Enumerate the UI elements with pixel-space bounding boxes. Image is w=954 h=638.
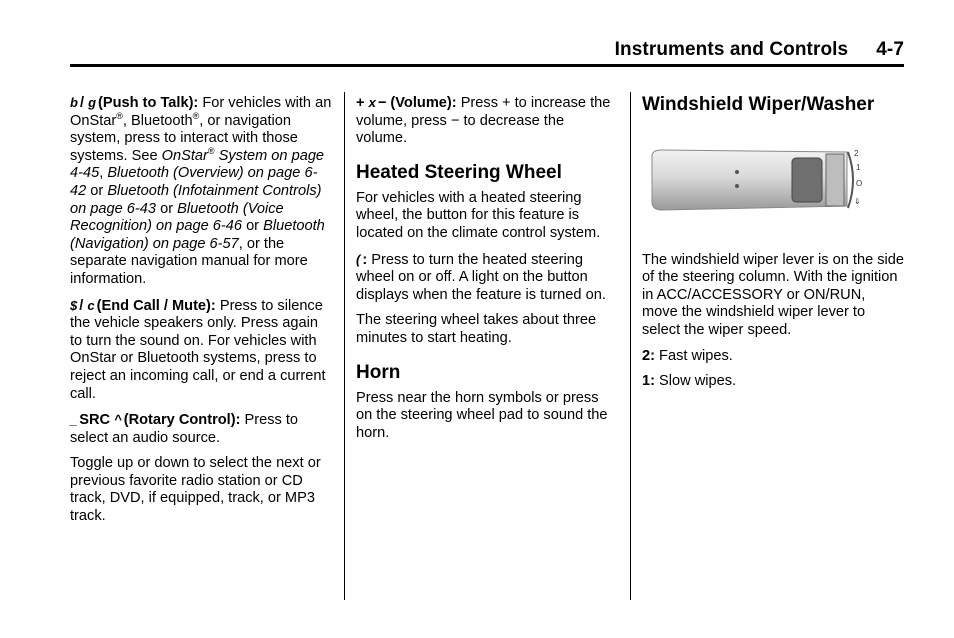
text: Press to silence the vehicle speakers only. Press again to turn the sound on. For vehicles with OnStar or Bluetooth systems, press to reject an incoming call, or end a current call.	[70, 297, 326, 402]
horn-heading: Horn	[356, 361, 401, 383]
page-number: 4-7	[876, 39, 904, 60]
plus-sign: +	[356, 95, 365, 111]
heated-paragraph-1: For vehicles with a heated steering wheel, the button for this feature is located on the climate control system.	[356, 189, 601, 241]
text: Press + to increase the volume, press − to decrease the volume.	[356, 95, 611, 147]
heated-steering-wheel-heading: Heated Steering Wheel	[356, 161, 562, 183]
heated-paragraph-3: The steering wheel takes about three minutes to start heating.	[356, 312, 597, 346]
text: , Bluetooth	[122, 112, 193, 129]
rotary-up-icon: _	[70, 412, 78, 428]
column-1	[70, 94, 332, 534]
end-call-icon: $	[70, 297, 78, 313]
voice-icon: g	[88, 95, 97, 110]
wiper-item-fast	[642, 348, 904, 366]
xref-onstar-page[interactable]: System on page 4-45	[70, 147, 325, 182]
item-key: 2:	[642, 347, 655, 364]
item-text: Fast wipes.	[654, 347, 733, 364]
rotary-down-icon: ^	[114, 412, 122, 428]
svg-text:1: 1	[856, 163, 861, 172]
toggle-paragraph: Toggle up or down to select the next or previous favorite radio station or CD track, DVD, if equipped, track, or MP3 track.	[70, 455, 321, 525]
item-text: Slow wipes.	[654, 373, 737, 390]
header-rule	[70, 64, 904, 67]
text: or	[86, 182, 108, 199]
end-call-paragraph	[70, 297, 332, 404]
horn-paragraph: Press near the horn symbols or press on the steering wheel pad to sound the horn.	[356, 389, 608, 441]
xref-bluetooth-voice[interactable]: Bluetooth (Voice Recognition) on page 6-46	[70, 200, 284, 235]
push-to-talk-paragraph	[70, 94, 332, 289]
wiper-paragraph: The windshield wiper lever is on the side of the steering column. With the ignition in ACC/ACCESSORY or ON/RUN, move the windshield wiper lever to select the wiper speed.	[642, 251, 905, 338]
text: For vehicles with an OnStar	[70, 95, 332, 129]
svg-text:2: 2	[854, 149, 859, 158]
svg-text:O: O	[856, 179, 863, 188]
rotary-control-label: (Rotary Control):	[123, 412, 241, 429]
windshield-wiper-heading: Windshield Wiper/Washer	[642, 94, 875, 115]
item-key: 1:	[642, 373, 655, 390]
xref-bluetooth-infotainment[interactable]: Bluetooth (Infotainment Controls) on page 6-43	[70, 182, 322, 217]
text: Press to select an audio source.	[70, 412, 299, 446]
running-head	[615, 39, 904, 61]
volume-paragraph	[356, 94, 618, 148]
column-2	[356, 94, 618, 450]
separator: /	[79, 297, 84, 314]
colon: :	[362, 251, 368, 268]
text: or	[242, 218, 264, 235]
end-call-label: (End Call / Mute):	[96, 297, 216, 314]
src-label: SRC	[79, 412, 111, 429]
registered-mark: ®	[116, 110, 123, 121]
push-to-talk-icon: b	[70, 95, 78, 110]
src-paragraph	[70, 411, 332, 447]
xref-bluetooth-overview[interactable]: Bluetooth (Overview) on page 6-42	[70, 165, 318, 199]
volume-icon: x	[368, 95, 376, 110]
wiper-lever-figure	[642, 130, 902, 230]
column-divider-1	[344, 92, 345, 600]
xref-bluetooth-navigation[interactable]: Bluetooth (Navigation) on page 6-57	[70, 218, 325, 252]
xref-onstar[interactable]: OnStar	[161, 147, 208, 164]
section-title: Instruments and Controls	[614, 39, 849, 60]
wiper-item-slow	[642, 373, 904, 391]
column-3	[642, 94, 904, 399]
page-header	[70, 36, 904, 64]
text: , or the separate navigation manual for more information.	[70, 235, 308, 287]
column-divider-2	[630, 92, 631, 600]
heated-paragraph-2	[356, 251, 618, 305]
registered-mark: ®	[207, 145, 215, 156]
separator: /	[79, 95, 85, 111]
heated-wheel-icon: (	[356, 251, 361, 267]
mute-icon: c	[87, 297, 95, 313]
svg-text:⇓: ⇓	[854, 197, 861, 206]
text: Press to turn the heated steering wheel on or off. A light on the button displays when the feature is turned on.	[356, 251, 606, 303]
push-to-talk-label: (Push to Talk):	[98, 95, 199, 111]
text: or	[156, 200, 178, 217]
registered-mark: ®	[192, 110, 200, 121]
minus-sign: −	[377, 95, 387, 111]
volume-label: (Volume):	[390, 95, 457, 111]
text: , or navigation system, press to interact with those systems. See	[70, 112, 298, 164]
text: ,	[99, 165, 108, 182]
